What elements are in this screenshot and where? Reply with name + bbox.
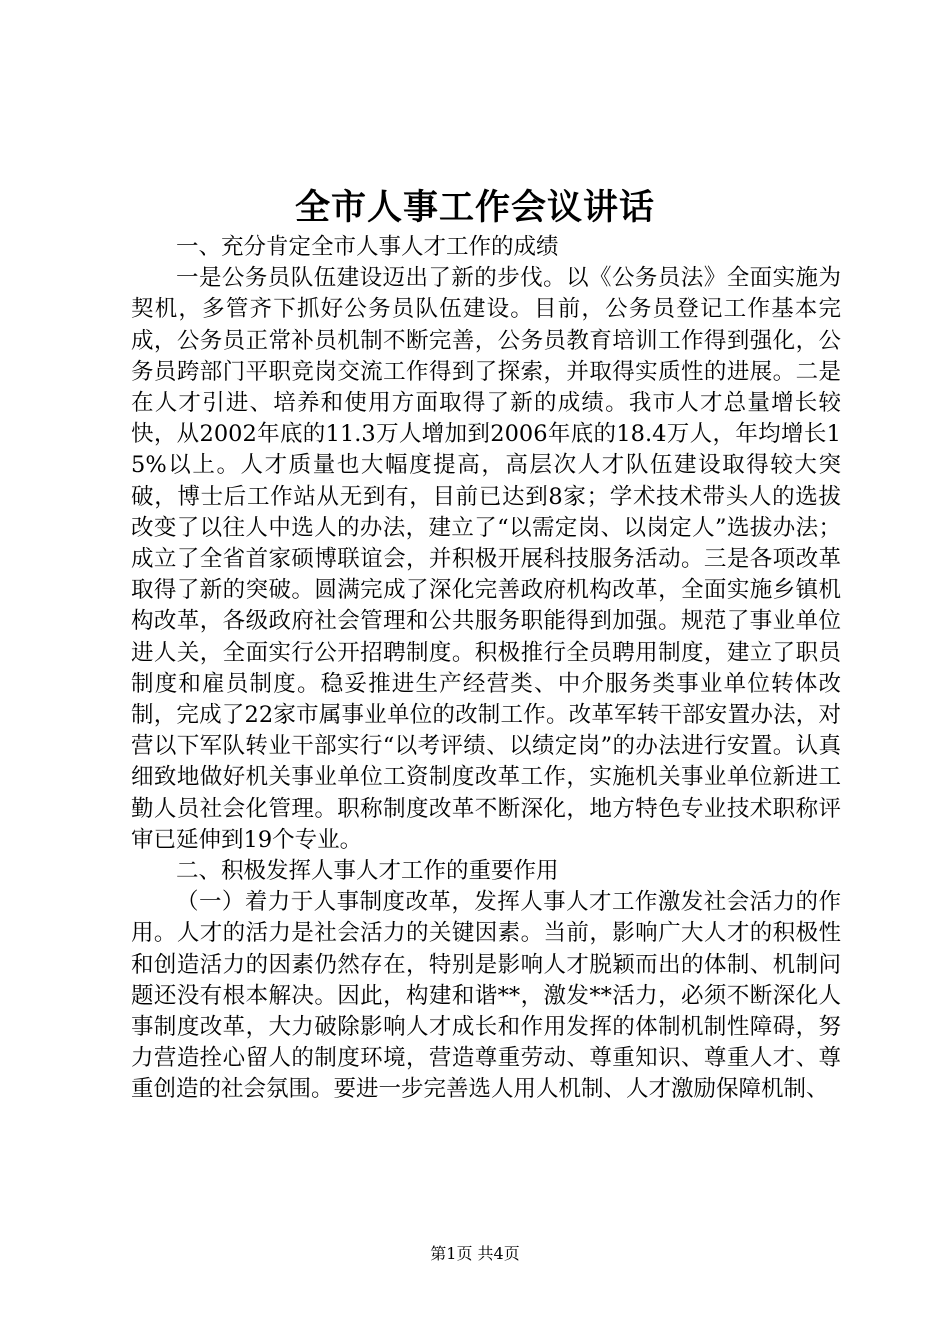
document-title: 全市人事工作会议讲话 <box>294 188 655 228</box>
section-heading-1: 一、充分肯定全市人事人才工作的成绩 <box>176 234 559 260</box>
section-paragraph-2: （一）着力于人事制度改革，发挥人事人才工作激发社会活力的作用。人才的活力是社会活力的关键因素。当前，影响广大人才的积极性和创造活力的因素仍然存在，特别是影响人才脱颖而出的体制、机制问题还没有根本解决。因此，构建和谐**，激发**活力，必须不断深化人事制度改革，大力破除影响人才成长和作用发挥的体制机制性障碍，努力营造拴心留人的制度环境，营造尊重劳动、尊重知识、尊重人才、尊重创造的社会氛围。要进一步完善选人用人机制、人才激励保障机制、 <box>131 889 841 1103</box>
section-heading-2: 二、积极发挥人事人才工作的重要作用 <box>176 858 559 885</box>
section-paragraph-1: 一是公务员队伍建设迈出了新的步伐。以《公务员法》全面实施为契机，多管齐下抓好公务员队伍建设。目前，公务员登记工作基本完成，公务员正常补员机制不断完善，公务员教育培训工作得到强化，公务员跨部门平职竞岗交流工作得到了探索，并取得实质性的进展。二是在人才引进、培养和使用方面取得了新的成绩。我市人才总量增长较快，从2002年底的11.3万人增加到2006年底的18.4万人，年均增长15%以上。人才质量也大幅度提高，高层次人才队伍建设取得较大突破，博士后工作站从无到有，目前已达到8家；学术技术带头人的选拔改变了以往人中选人的办法，建立了“以需定岗、以岗定人”选拔办法；成立了全省首家硕博联谊会，并积极开展科技服务活动。三是各项改革取得了新的突破。圆满完成了深化完善政府机构改革，全面实施乡镇机构改革，各级政府社会管理和公共服务职能得到加强。规范了事业单位进人关，全面实行公开招聘制度。积极推行全员聘用制度，建立了职员制度和雇员制度。稳妥推进生产经营类、中介服务类事业单位转体改制，完成了22家市属事业单位的改制工作。改革军转干部安置办法，对营以下军队转业干部实行“以考评绩、以绩定岗”的办法进行安置。认真细致地做好机关事业单位工资制度改革工作，实施机关事业单位新进工勤人员社会化管理。职称制度改革不断深化，地方特色专业技术职称评审已延伸到19个专业。 <box>131 265 841 853</box>
page-footer: 第1页 共4页 <box>430 1244 520 1263</box>
document-body <box>131 232 841 1106</box>
